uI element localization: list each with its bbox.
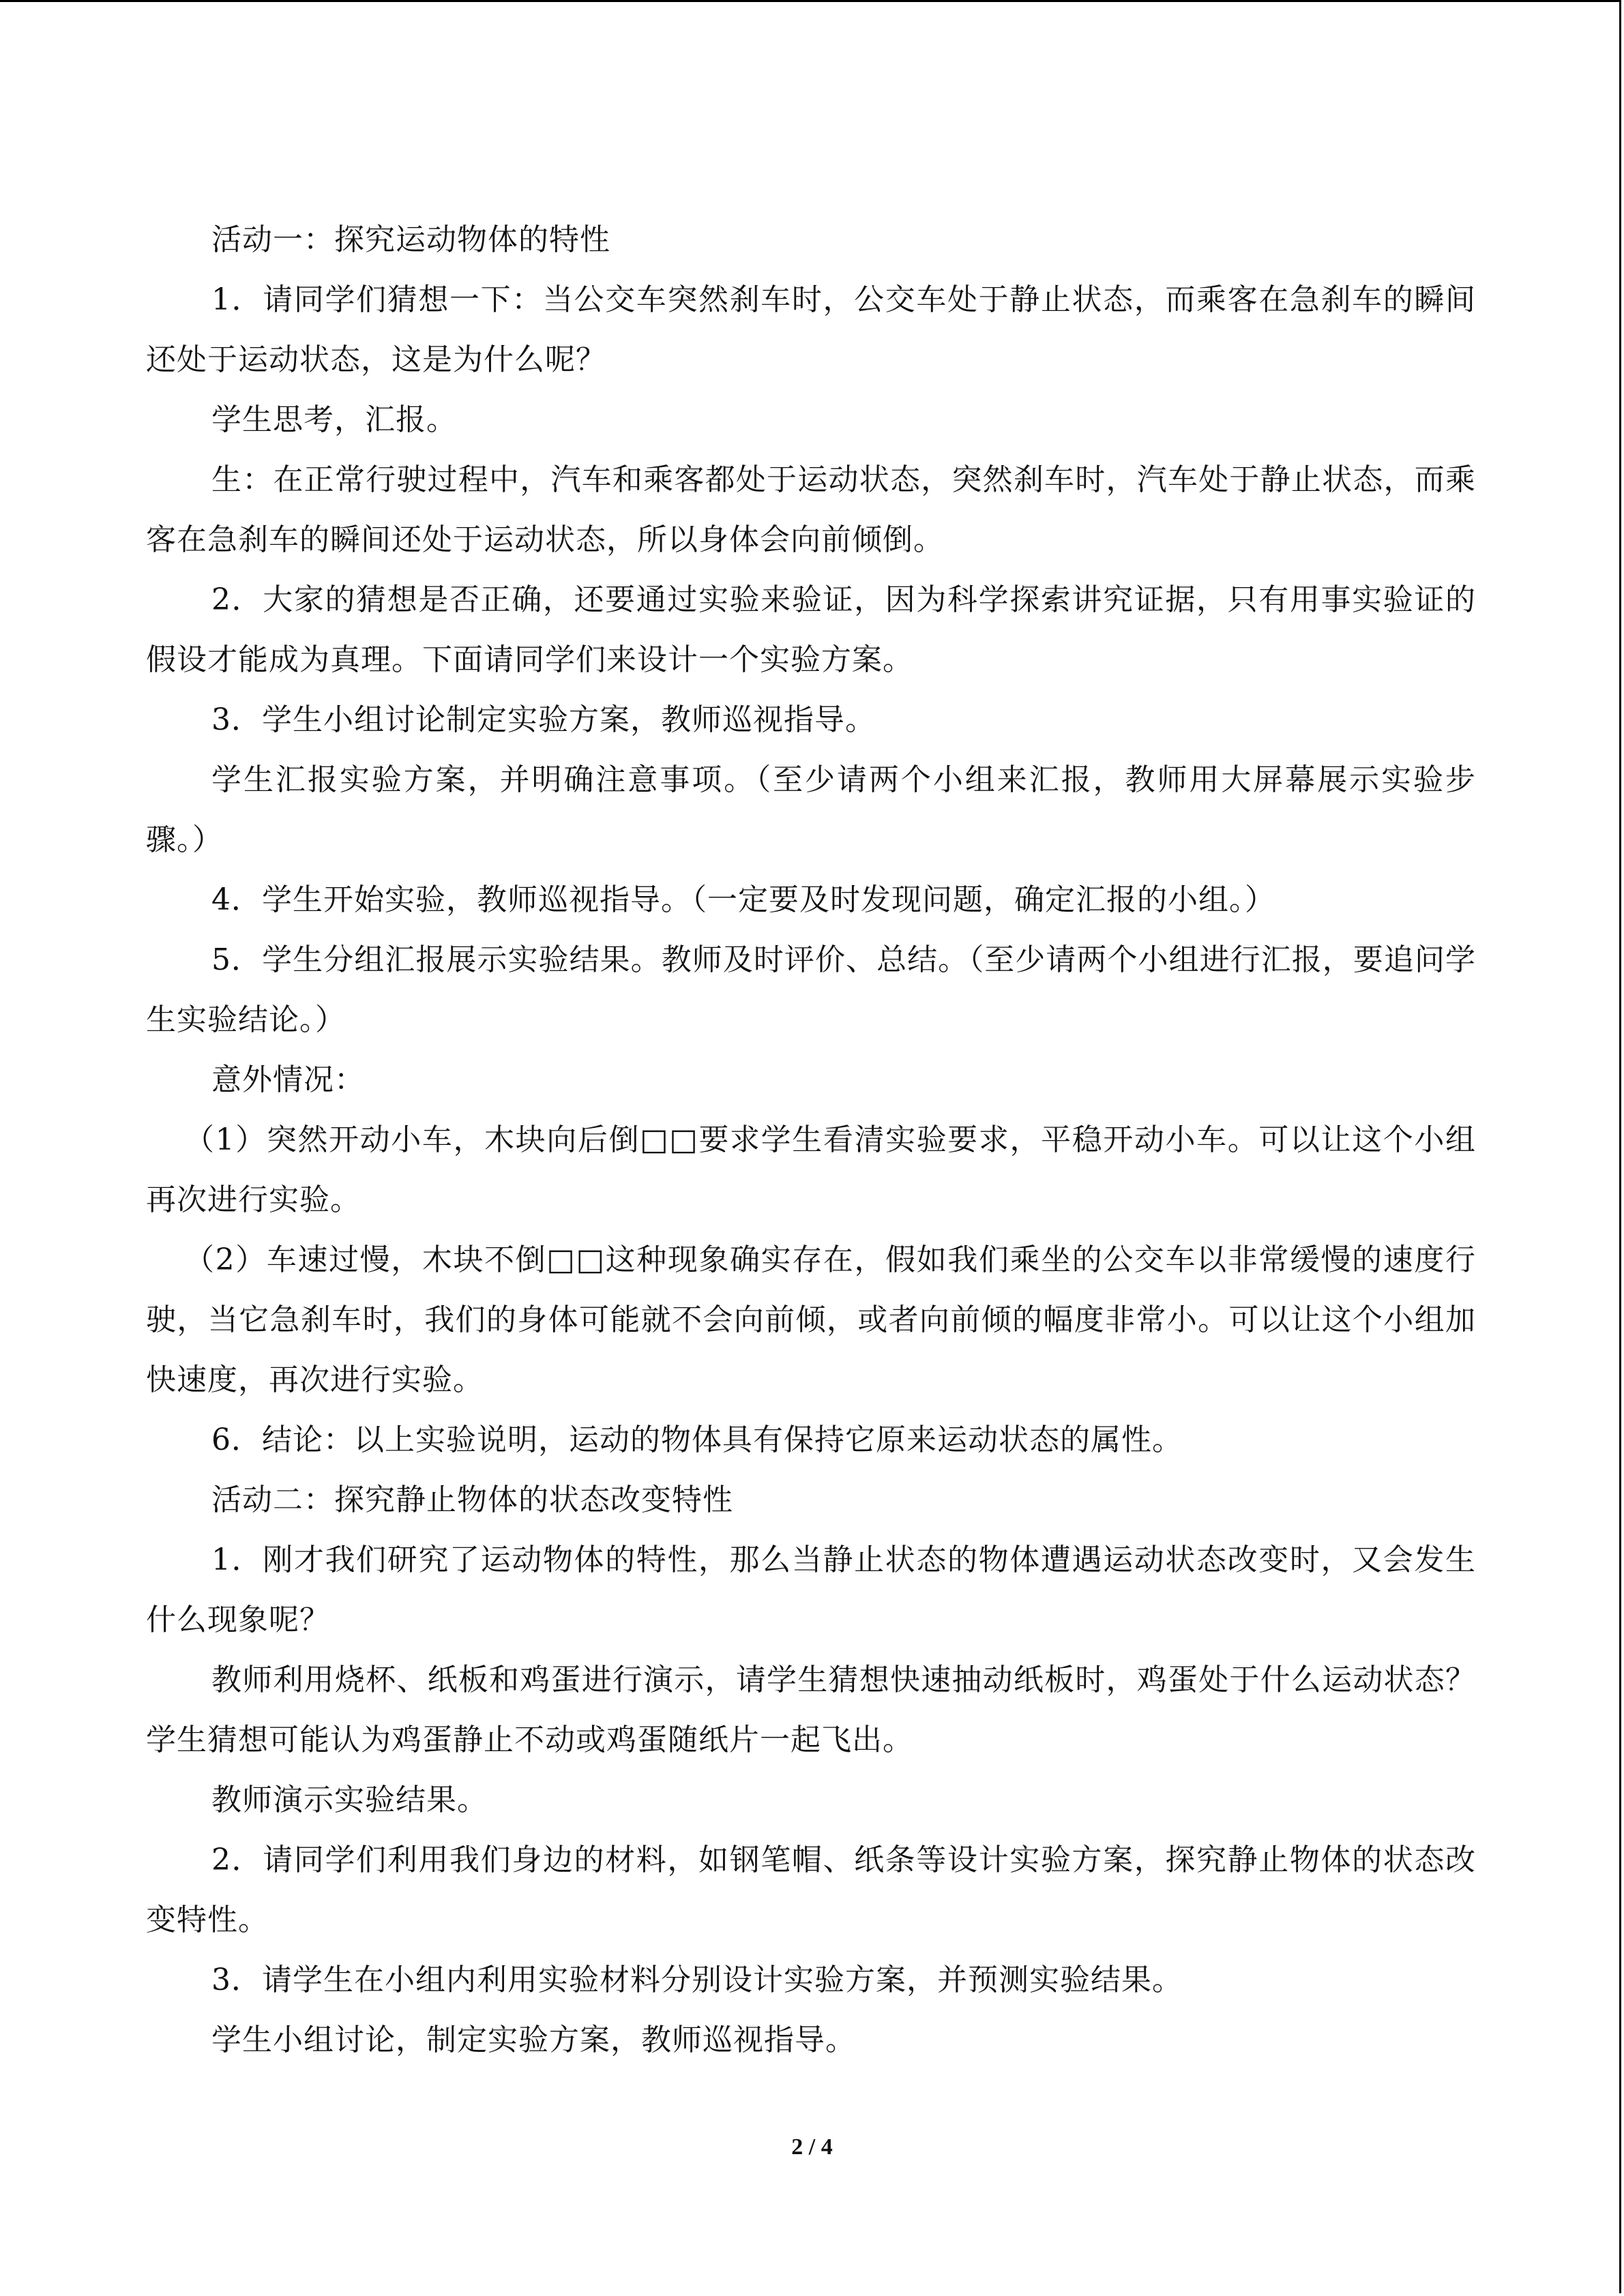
- section-heading-activity-1: 活动一：探究运动物体的特性: [211, 222, 610, 257]
- paragraph: 学生汇报实验方案，并明确注意事项。（至少请两个小组来汇报，教师用大屏幕展示实验步骤。）: [146, 762, 1476, 857]
- paragraph: 2．请同学们利用我们身边的材料，如钢笔帽、纸条等设计实验方案，探究静止物体的状态改变特性。: [146, 1843, 1476, 1937]
- document-body: [146, 210, 1476, 2070]
- paragraph: 学生思考，汇报。: [211, 402, 457, 437]
- section-heading-activity-2: 活动二：探究静止物体的状态改变特性: [211, 1482, 733, 1517]
- paragraph: 意外情况：: [211, 1062, 365, 1097]
- paragraph: 1．刚才我们研究了运动物体的特性，那么当静止状态的物体遭遇运动状态改变时，又会发生什么现象呢？: [146, 1542, 1476, 1637]
- paragraph: 3．学生小组讨论制定实验方案，教师巡视指导。: [211, 702, 876, 737]
- paragraph: 教师利用烧杯、纸板和鸡蛋进行演示，请学生猜想快速抽动纸板时，鸡蛋处于什么运动状态？学生猜想可能认为鸡蛋静止不动或鸡蛋随纸片一起飞出。: [146, 1663, 1476, 1757]
- paragraph: 3．请学生在小组内利用实验材料分别设计实验方案，并预测实验结果。: [211, 1963, 1183, 1997]
- paragraph: 学生小组讨论，制定实验方案，教师巡视指导。: [211, 2023, 856, 2057]
- page-number: 2 / 4: [791, 2134, 833, 2160]
- paragraph: 2．大家的猜想是否正确，还要通过实验来验证，因为科学探索讲究证据，只有用事实验证的假设才能成为真理。下面请同学们来设计一个实验方案。: [146, 582, 1476, 677]
- paragraph: 6．结论：以上实验说明，运动的物体具有保持它原来运动状态的属性。: [211, 1422, 1183, 1457]
- paragraph: 1．请同学们猜想一下：当公交车突然刹车时，公交车处于静止状态，而乘客在急刹车的瞬间还处于运动状态，这是为什么呢？: [146, 282, 1476, 377]
- paragraph: （2）车速过慢，木块不倒□□这种现象确实存在，假如我们乘坐的公交车以非常缓慢的速度行驶，当它急刹车时，我们的身体可能就不会向前倾，或者向前倾的幅度非常小。可以让这个小组加快速度，再次进行实验。: [146, 1242, 1476, 1397]
- paragraph: （1）突然开动小车，木块向后倒□□要求学生看清实验要求，平稳开动小车。可以让这个小组再次进行实验。: [146, 1122, 1476, 1217]
- paragraph: 5．学生分组汇报展示实验结果。教师及时评价、总结。（至少请两个小组进行汇报，要追问学生实验结论。）: [146, 942, 1476, 1037]
- paragraph: 4．学生开始实验，教师巡视指导。（一定要及时发现问题，确定汇报的小组。）: [211, 882, 1275, 917]
- paragraph: 教师演示实验结果。: [211, 1783, 488, 1817]
- paragraph: 生：在正常行驶过程中，汽车和乘客都处于运动状态，突然刹车时，汽车处于静止状态，而乘客在急刹车的瞬间还处于运动状态，所以身体会向前倾倒。: [146, 462, 1476, 557]
